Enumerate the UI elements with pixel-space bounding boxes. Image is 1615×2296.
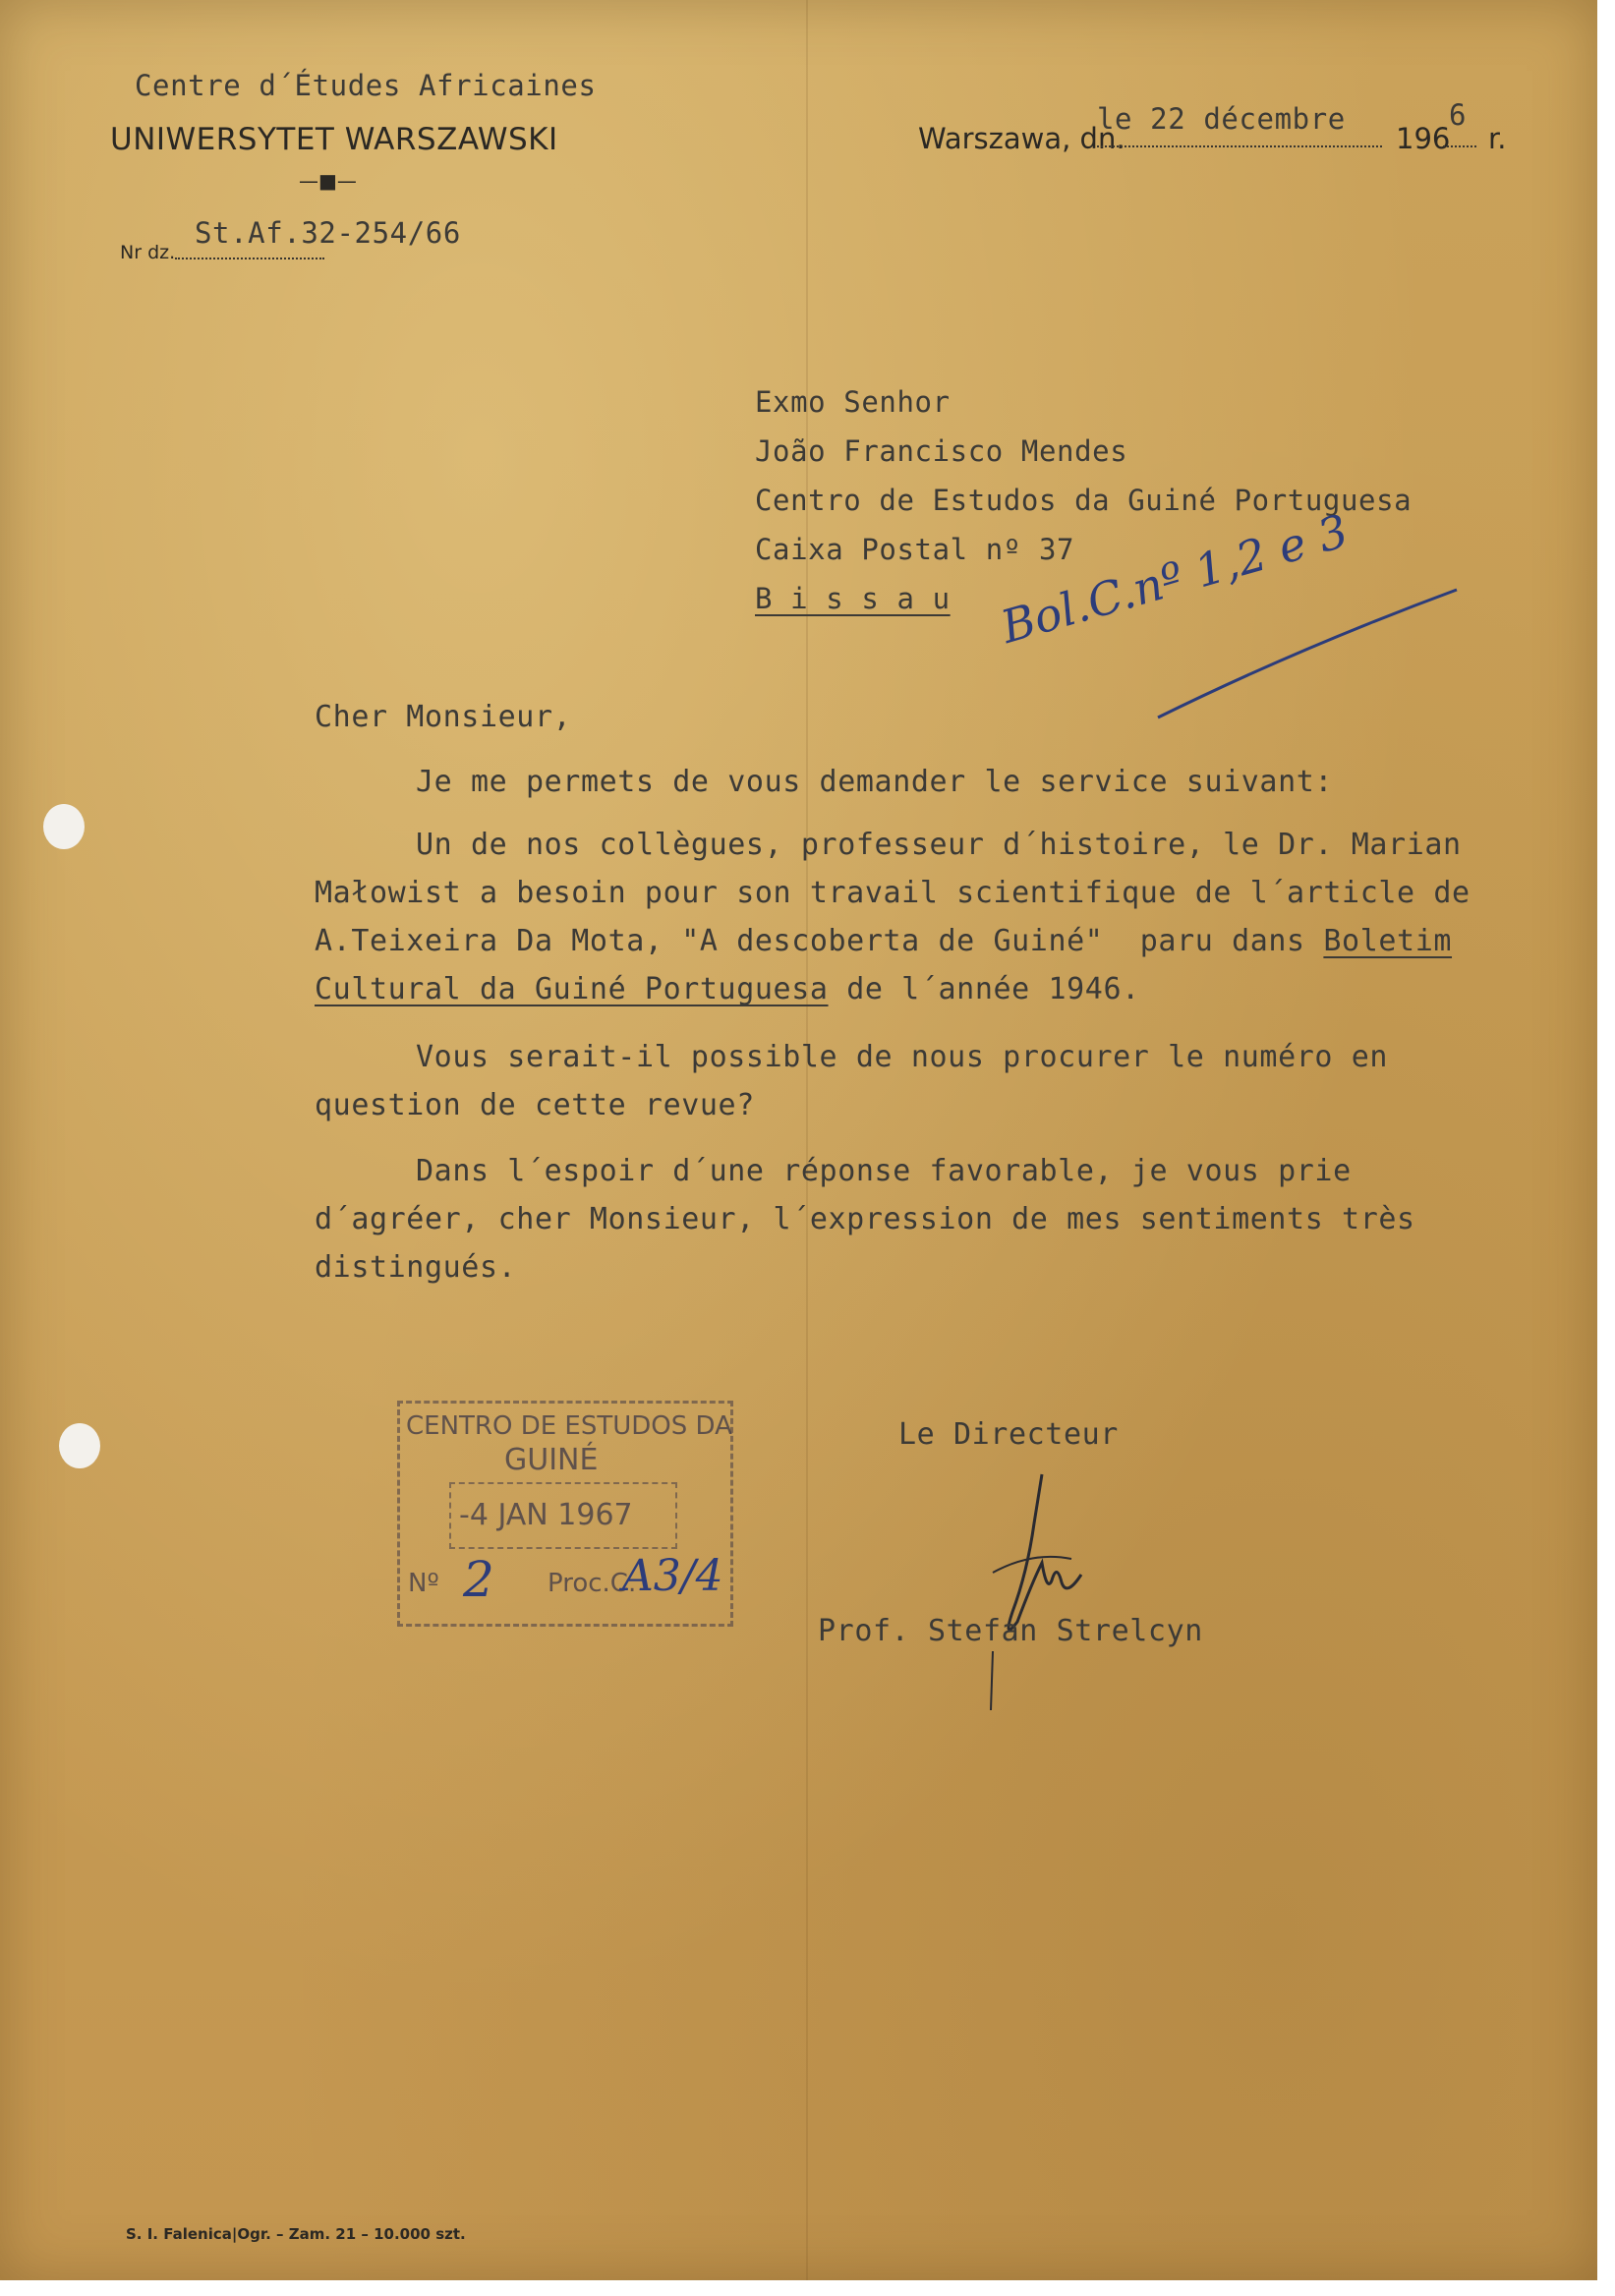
- stamp-line-2: GUINÉ: [504, 1443, 599, 1477]
- date-year-digit: 6: [1449, 98, 1468, 132]
- annotation-stroke: [1150, 580, 1465, 727]
- printer-footer: S. I. Falenica|Ogr. – Zam. 21 – 10.000 szt.: [126, 2225, 466, 2243]
- signature-name: Prof. Stefan Strelcyn: [818, 1614, 1203, 1648]
- recipient-line-5: B i s s a u: [755, 582, 951, 615]
- stamp-date: -4 JAN 1967: [459, 1498, 633, 1532]
- paragraph-3-line-2: question de cette revue?: [315, 1088, 755, 1122]
- reference-number: St.Af.32-254/66: [195, 216, 461, 250]
- letterhead-centre: Centre d´Études Africaines: [135, 69, 597, 102]
- paragraph-2-line-4: Cultural da Guiné Portuguesa de l´année 1946.: [315, 972, 1140, 1006]
- letterhead-divider: —■—: [299, 169, 357, 193]
- punch-hole-top: [43, 804, 85, 849]
- recipient-line-3: Centro de Estudos da Guiné Portuguesa: [755, 484, 1413, 517]
- signature-title: Le Directeur: [898, 1417, 1119, 1452]
- salutation: Cher Monsieur,: [315, 700, 572, 734]
- handwritten-signature: [973, 1464, 1121, 1720]
- stamp-number-handwritten: 2: [463, 1551, 494, 1608]
- journal-title-part-2: Cultural da Guiné Portuguesa: [315, 972, 829, 1006]
- stamp-line-1: CENTRO DE ESTUDOS DA: [406, 1411, 732, 1441]
- letterhead-university: UNIWERSYTET WARSZAWSKI: [110, 122, 558, 157]
- paragraph-1: Je me permets de vous demander le service suivant:: [416, 765, 1334, 799]
- fold-crease: [806, 0, 808, 2280]
- date-dotted-line: [1097, 145, 1382, 147]
- stamp-proc-handwritten: A3/4: [622, 1551, 723, 1601]
- recipient-line-1: Exmo Senhor: [755, 385, 951, 419]
- year-dotted-line: [1443, 145, 1476, 147]
- paragraph-4-line-2: d´agréer, cher Monsieur, l´expression de mes sentiments très: [315, 1202, 1415, 1236]
- stamp-proc-label: Proc.C.: [548, 1569, 637, 1598]
- handwritten-annotation: Bol.C.nº 1,2 e 3: [995, 503, 1355, 654]
- paragraph-2-line-1: Un de nos collègues, professeur d´histoire, le Dr. Marian: [416, 828, 1462, 862]
- reference-label: Nr dz.: [120, 242, 176, 263]
- receipt-stamp: [397, 1401, 733, 1627]
- paragraph-4-line-1: Dans l´espoir d´une réponse favorable, je vous prie: [416, 1154, 1352, 1188]
- recipient-line-2: João Francisco Mendes: [755, 434, 1128, 468]
- recipient-line-4: Caixa Postal nº 37: [755, 533, 1075, 566]
- punch-hole-bottom: [59, 1423, 100, 1468]
- reference-dotted-line: [175, 258, 324, 259]
- stamp-date-box: [449, 1482, 677, 1549]
- paragraph-2-line-3: A.Teixeira Da Mota, "A descoberta de Guiné" paru dans Boletim: [315, 924, 1453, 958]
- paragraph-3-line-1: Vous serait-il possible de nous procurer le numéro en: [416, 1040, 1389, 1074]
- paragraph-4-line-3: distingués.: [315, 1250, 517, 1285]
- date-place: Warszawa, dn.: [918, 122, 1125, 155]
- journal-title-part-1: Boletim: [1323, 924, 1453, 958]
- paragraph-2-line-2: Małowist a besoin pour son travail scientifique de l´article de: [315, 876, 1471, 910]
- date-suffix: r.: [1488, 122, 1507, 155]
- date-handwritten: le 22 décembre: [1097, 102, 1346, 136]
- stamp-number-label: Nº: [408, 1569, 439, 1598]
- date-year-prefix: 196: [1396, 122, 1451, 155]
